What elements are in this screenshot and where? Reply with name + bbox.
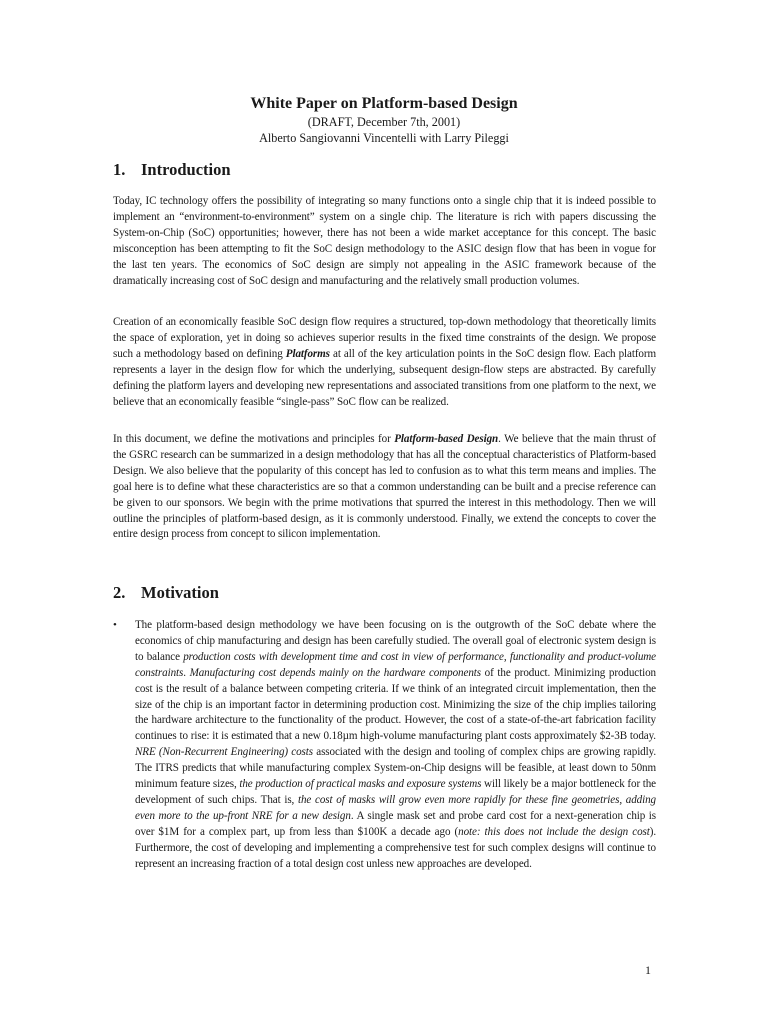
text-span: ). Furthermore, the cost of developing and implementing a comprehensive test for such complex designs will continue to represent an increasing fraction of a total design cost unless new approaches are developed. (135, 825, 656, 870)
text-span: at all of the key articulation points in the SoC design flow. Each platform represents a layer in the design flow for which the underlying, subsequent design-flow steps are abstracted. By carefully defining the platform layers and developing new representations and associated transitions from one platform to the next, we believe that an economically feasible “single-pass” SoC flow can be realized. (113, 347, 656, 408)
bullet-icon: • (113, 619, 117, 631)
section-title: Motivation (141, 583, 219, 602)
page-number: 1 (645, 963, 651, 977)
italic-span: Manufacturing cost depends mainly on the hardware components (189, 666, 481, 679)
text-span: In this document, we define the motivations and principles for (113, 433, 395, 445)
text-span: . (183, 666, 190, 679)
intro-paragraph-1: Today, IC technology offers the possibility of integrating so many functions onto a single chip that it is indeed possible to implement an “environment-to-environment” system on a single chip. The literature is rich with papers discussing the System-on-Chip (SoC) opportunities; however, there has not been a wide market acceptance for this concept. The basic misconception has been attempting to fit the SoC design methodology to the ASIC design flow that has been in vogue for the last ten years. The economics of SoC design are simply not appealing in the ASIC framework because of the dramatically increasing cost of SoC design and manufacturing and the relatively small production volumes. (113, 195, 656, 287)
italic-span: NRE (Non-Recurrent Engineering) costs (135, 746, 313, 759)
document-header (0, 94, 768, 146)
italic-span: the cost of masks will grow even more rapidly for these fine geometries, adding even more to the up-front NRE for a new design (135, 793, 656, 822)
intro-paragraph-3 (113, 432, 656, 543)
section-number: 2. (113, 583, 126, 602)
section-number: 1. (113, 160, 126, 179)
italic-span: production costs with development time and cost in view of performance, functionality and product-volume constraints (135, 650, 657, 679)
italic-span: the production of practical masks and exposure systems (239, 778, 482, 791)
motivation-paragraph (135, 618, 656, 873)
section-heading-motivation (113, 583, 219, 603)
authors: Alberto Sangiovanni Vincentelli with Larry Pileggi (259, 131, 509, 145)
text-span: . We believe that the main thrust of the GSRC research can be summarized in a design methodology that has all the conceptual characteristics of Platform-based Design. We also believe that the popularity of this concept has led to confusion as to what this term means and implies. The goal here is to define what these characteristics are so that a common understanding can be built and a precise reference can be given to our sponsors. We begin with the prime motivations that spurred the interest in this methodology. Then we will outline the principles of platform-based design, as it is commonly understood. Finally, we extend the concepts to cover the entire design process from concept to silicon implementation. (113, 433, 656, 541)
document-title: White Paper on Platform-based Design (250, 95, 518, 112)
text-span: . A single mask set and probe card cost for a next-generation chip is over $1M for a complex part, up from less than $100K a decade ago ( (135, 809, 656, 838)
text-span: Creation of an economically feasible SoC design flow requires a structured, top-down methodology that theoretically limits the space of exploration, yet in doing so achieves superior results in the fixed time constraints of the design. We propose such a methodology based on defining (113, 316, 656, 360)
text-span: associated with the design and tooling of complex chips are growing rapidly. The ITRS predicts that while manufacturing complex System-on-Chip designs will be feasible, at least down to 50nm minimum feature sizes, (135, 746, 657, 791)
italic-span: note: this does not include the design cost (458, 825, 650, 838)
emphasis-platforms: Platforms (285, 347, 330, 360)
text-span: The platform-based design methodology we have been focusing on is the outgrowth of the SoC debate where the economics of chip manufacturing and design has been carefully studied. The overall goal of electronic system design is to balance (135, 619, 656, 663)
section-heading-introduction (113, 160, 231, 180)
text-span: will likely be a major bottleneck for the development of such chips. That is, (135, 778, 657, 806)
intro-paragraph-2 (113, 315, 656, 410)
draft-date: (DRAFT, December 7th, 2001) (307, 115, 461, 129)
text-span: of the product. Minimizing production cost is the result of a balance between competing criteria. If we think of an integrated circuit implementation, then the size of the chip is an important factor in determining production cost. Minimizing the size of the chip implies tailoring the hardware architecture to the functionality of the product. However, the cost of a state-of-the-art fabrication facility continues to rise: it is estimated that a new 0.18µm high-volume manufacturing plant costs approximately $2-3B today. (135, 666, 656, 743)
emphasis-platform-based-design: Platform-based Design (394, 433, 499, 445)
section-title: Introduction (141, 160, 231, 179)
